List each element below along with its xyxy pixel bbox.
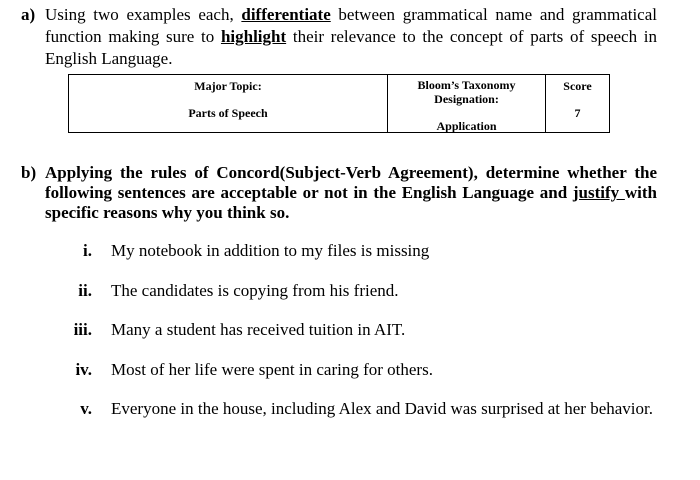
list-item: [0, 280, 700, 302]
score-cell: [546, 75, 610, 133]
sentence-text: The candidates is copying from his friend.: [111, 281, 399, 300]
question-b-marker: b): [21, 163, 37, 182]
question-a-keyword-highlight: highlight: [220, 27, 287, 46]
sentence-text: Many a student has received tuition in AIT.: [111, 320, 406, 339]
question-a-text: [45, 4, 657, 70]
list-item: [0, 359, 700, 381]
sentence-text: Most of her life were spent in caring for others.: [111, 360, 433, 379]
sentence-text: My notebook in addition to my files is missing: [111, 241, 430, 260]
question-b-text-part-1: Applying the rules of Concord(Subject-Verb Agreement), determine whether the following sentences are acceptable or not in the English Language and: [45, 163, 657, 202]
list-item: [0, 319, 700, 341]
sentence-number: i.: [83, 241, 92, 260]
bloom-label: Bloom’s Taxonomy Designation:: [417, 78, 516, 106]
sentence-number: ii.: [78, 281, 92, 300]
score-value: 7: [574, 106, 581, 120]
question-b: [21, 163, 657, 223]
question-a-marker: a): [21, 5, 36, 24]
question-a: [21, 4, 657, 70]
bloom-cell: [388, 75, 546, 133]
list-item: [0, 240, 700, 262]
question-b-keyword-justify: justify: [572, 183, 625, 202]
sentence-number: iv.: [75, 360, 92, 379]
question-a-text-part-3: their relevance to the concept of parts of speech in English Language.: [45, 27, 657, 68]
question-b-text-part-2: with specific reasons why you think so.: [45, 183, 657, 222]
sentence-number: iii.: [73, 320, 92, 339]
sentence-number: v.: [80, 399, 92, 418]
score-label: Score: [563, 79, 592, 93]
topic-cell: [69, 75, 388, 133]
topic-label: Major Topic:: [194, 79, 262, 93]
bloom-value: Application: [436, 119, 497, 133]
question-b-text: [45, 163, 657, 223]
question-a-text-part-1: Using two examples each,: [45, 5, 242, 24]
question-a-text-part-2: between grammatical name and grammatical function making sure to: [45, 5, 657, 46]
sentence-text: Everyone in the house, including Alex and David was surprised at her behavior.: [111, 399, 653, 418]
question-meta-table: [68, 74, 610, 133]
question-a-keyword-differentiate: differentiate: [241, 5, 331, 24]
list-item: [0, 398, 700, 420]
topic-value: Parts of Speech: [188, 106, 268, 120]
